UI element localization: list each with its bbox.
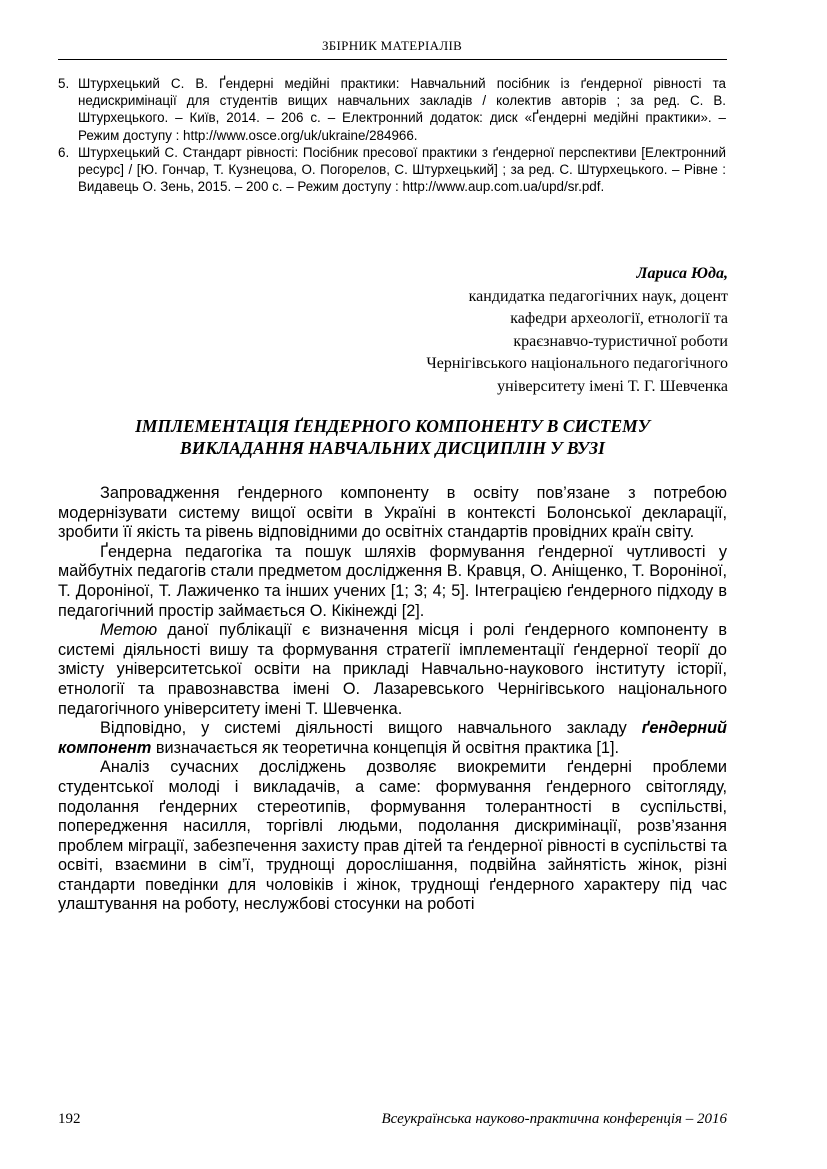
reference-item xyxy=(58,75,726,144)
article-title xyxy=(58,415,727,459)
conference-name: Всеукраїнська науково-практична конференція – 2016 xyxy=(381,1111,727,1127)
paragraph-text: визначається як теоретична концепція й освітня практика [1]. xyxy=(151,738,620,757)
paragraph-text: даної публікації є визначення місця і ролі ґендерного компоненту в системі діяльності вишу та формування стратегії імплементації ґендерної теорії до змісту університетської освіти на прикладі Навчально-наукового інституту історії, етнології та правознавства імені О. Лазаревського Чернігівського національного педагогічного університету імені Т. Шевченка. xyxy=(58,621,727,718)
author-affiliation-line: університету імені Т. Г. Шевченка xyxy=(497,377,728,395)
body-paragraph: Аналіз сучасних досліджень дозволяє виокремити ґендерні проблеми студентської молоді і викладачів, а саме: формування ґендерного світогляду, подолання ґендерних стереотипів, формування толерантності в суспільстві, попередження насилля, торгівлі людьми, подолання дискримінації, розв’язання проблем міграції, забезпечення захисту прав дітей та ґендерної рівності в суспільстві та освіті, взаємини в сім’ї, труднощі дорослішання, подвійна зайнятість жінок, різні стандарти поведінки для чоловіків і жінок, труднощі ґендерного характеру під час улаштування на роботу, неслужбові стосунки на роботі xyxy=(58,758,727,914)
reference-list xyxy=(58,75,726,195)
author-affiliation-line: кандидатка педагогічних наук, доцент xyxy=(468,287,728,305)
paragraph-text: Відповідно, у системі діяльності вищого навчального закладу xyxy=(100,719,642,738)
body-paragraph xyxy=(58,719,727,758)
author-block xyxy=(426,263,728,398)
emphasis-text: ґендерний компонент xyxy=(58,719,727,757)
author-affiliation-line: Чернігівського національного педагогічного xyxy=(426,355,728,372)
header-rule xyxy=(58,59,727,60)
emphasis-text: Метою xyxy=(100,621,158,640)
reference-item xyxy=(58,144,726,196)
reference-number: 5. xyxy=(58,76,70,91)
body-paragraph: Запровадження ґендерного компоненту в освіту пов’язане з потребою модернізувати систему вищої освіти в Україні в контексті Болонської декларації, зробити її якість та рівень відповідними до освітніх стандартів провідних країн світу. xyxy=(58,484,727,542)
article-body xyxy=(58,484,727,915)
title-line: ВИКЛАДАННЯ НАВЧАЛЬНИХ ДИСЦИПЛІН У ВУЗІ xyxy=(180,438,605,458)
reference-number: 6. xyxy=(58,144,70,160)
body-paragraph xyxy=(58,621,727,719)
body-paragraph: Ґендерна педагогіка та пошук шляхів формування ґендерної чутливості у майбутніх педагогів стали предметом дослідження В. Кравця, О. Аніщенко, Т. Вороніної, Т. Дороніної, Т. Лажиченко та інших учених [1; 3; 4; 5]. Інтеграцією ґендерного підходу в педагогічний простір займається О. Кікінежді [2]. xyxy=(58,542,727,620)
author-affiliation-line: кафедри археології, етнології та xyxy=(510,310,728,327)
page-number: 192 xyxy=(58,1111,81,1127)
reference-text: Штурхецький С. В. Ґендерні медійні практики: Навчальний посібник із ґендерної рівності та недискримінації для студентів вищих навчальних закладів / колектив авторів ; за ред. С. В. Штурхецького. – Київ, 2014. – 206 с. – Електронний додаток: диск «Ґендерні медійні практики». – Режим доступу : http://www.osce.org/uk/ukraine/284966. xyxy=(78,76,726,143)
running-header: ЗБІРНИК МАТЕРІАЛІВ xyxy=(321,38,463,53)
reference-text: Штурхецький С. Стандарт рівності: Посібник пресової практики з ґендерної перспективи [Електронний ресурс] / [Ю. Гончар, Т. Кузнецова, О. Погорелов, С. Штурхецький] ; за ред. С. Штурхецького. – Рівне : Видавець О. Зень, 2015. – 200 с. – Режим доступу : http://www.aup.com.ua/upd/sr.pdf. xyxy=(78,144,726,195)
author-name: Лариса Юда, xyxy=(636,265,728,282)
title-line: ІМПЛЕМЕНТАЦІЯ ҐЕНДЕРНОГО КОМПОНЕНТУ В СИСТЕМУ xyxy=(135,416,650,436)
author-affiliation-line: краєзнавчо-туристичної роботи xyxy=(513,332,728,350)
